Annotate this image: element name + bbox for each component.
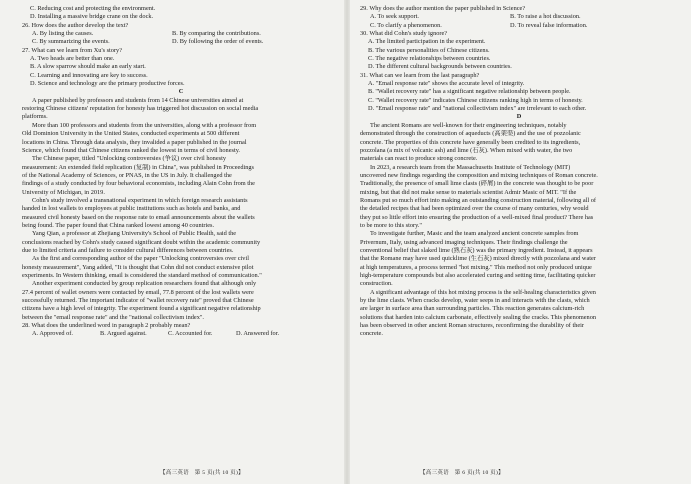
option-row	[360, 13, 678, 21]
q28-options	[22, 330, 340, 338]
exam-page-6	[360, 5, 678, 339]
text-line: demonstrated through the construction of aqueducts (高架渠) and the use of pozzolanic	[360, 130, 581, 138]
text-line: measured civil honesty based on the response rate to email announcements about the wallets	[22, 213, 255, 221]
text-line: To investigate further, Masic and the team analyzed ancient concrete samples from	[370, 230, 579, 238]
question-block-30-31	[360, 30, 678, 113]
section-c-heading: C	[178, 88, 184, 96]
paragraph	[360, 289, 678, 339]
text-line: solutions that harden into calcium carbonate, effectively sealing the cracks. This phenomenon	[360, 313, 597, 321]
text-line: platforms.	[22, 113, 48, 121]
text-line: The ancient Romans are well-known for their engineering techniques, notably	[370, 121, 567, 129]
text-line: pozzolana (a mix of volcanic ash) and lime (石灰). When mixed with water, the two	[360, 146, 573, 154]
text-line: to be more to this story."	[360, 221, 422, 229]
paragraph	[22, 255, 340, 280]
option-row	[360, 22, 678, 30]
q26-options	[22, 30, 340, 47]
text-line: A paper published by professors and students from 14 Chinese universities aimed at	[32, 96, 244, 104]
text-line: C. Reducing cost and protecting the environment.	[30, 5, 156, 12]
text-line: D. Science and technology are the primary productive forces.	[30, 80, 185, 88]
text-line: Traditionally, the presence of small lime clasts (碎屑) in the concrete was thought to be poor	[360, 180, 594, 188]
text-line: More than 100 professors and students from the universities, along with a professor from	[32, 121, 257, 129]
text-line: B. "Wallet recovery rate" has a significant negative relationship between people.	[368, 88, 571, 96]
text-line: at high temperatures, a process termed "hot mixing." This method not only produced unique	[360, 263, 592, 271]
answer-option: B. Argued against.	[100, 330, 147, 338]
text-line: University of Michigan, in 2019.	[22, 188, 105, 196]
exam-page-5	[22, 5, 340, 339]
paragraph	[360, 230, 678, 288]
text-line: by the lime clasts. When cracks develop, water seeps in and interacts with the clasts, which	[360, 297, 590, 305]
text-line: measurement: An extended field replication (复制) in China", was published in Proceedings	[22, 163, 255, 171]
answer-option: D. By following the order of events.	[172, 38, 264, 46]
text-line: has been observed in other ancient Roman structures, reconfirming the durability of their	[360, 322, 584, 330]
section-d-heading: D	[516, 113, 522, 121]
text-line: As the first and corresponding author of the paper "Unlocking controversies over civil	[32, 255, 249, 263]
paragraph	[22, 155, 340, 197]
text-line: A significant advantage of this hot mixing process is the self-healing characteristics given	[370, 288, 596, 296]
paragraph	[360, 164, 678, 231]
text-line: Old Dominion University in the United States, conducted experiments at 500 different	[22, 130, 240, 138]
text-line: 27.4 percent of wallet owners were contacted by email, 77.8 percent of the lost wallets were	[22, 288, 254, 296]
text-line: construction.	[360, 280, 393, 288]
text-line: citizens have a high level of integrity. The experiment found a significant negative relationship	[22, 305, 261, 313]
text-line: A. Two heads are better than one.	[30, 55, 115, 63]
text-line: of the National Academy of Sciences, or PNAS, in the US in July. It challenged the	[22, 171, 232, 179]
text-line: Science, which found that Chinese citizens ranked the lowest in terms of civil honesty.	[22, 146, 241, 154]
answer-option: A. Approved of.	[32, 330, 73, 338]
text-line: 29. Why does the author mention the paper published in Science?	[360, 5, 526, 12]
text-line: 26. How does the author develop the text?	[22, 21, 129, 29]
option-row	[22, 38, 340, 46]
text-line: mixing, but that did not make sense to materials scientist Admir Masic of MIT. "If the	[360, 188, 577, 196]
text-line: locations in China. Through data analysis, they invalided a paper published in the journal	[22, 138, 247, 146]
text-line: being found. The paper found that China ranked lowest among 40 countries.	[22, 221, 215, 229]
page-footer-left: 【高三英语 第 5 页(共 10 页)】	[160, 470, 244, 476]
answer-option: C. By summarizing the events.	[32, 38, 110, 46]
answer-option: A. By listing the causes.	[32, 30, 94, 38]
text-line: A. The limited participation in the experiment.	[368, 38, 486, 46]
text-line: In 2023, a research team from the Massachusetts Institute of Technology (MIT)	[370, 163, 571, 171]
text-line: handed in lost wallets to employees at public institutions such as hotels and banks, and	[22, 205, 241, 213]
paragraph	[22, 280, 340, 322]
text-line: high-temperature compounds but also accelerated curing and setting time, facilitating quicker	[360, 272, 596, 279]
text-line: The Chinese paper, titled "Unlocking controversies (争议) over civil honesty	[32, 155, 226, 163]
text-line: materials can react to produce strong concrete.	[360, 155, 478, 163]
page-footer-right: 【高三英语 第 6 页(共 10 页)】	[420, 470, 504, 476]
text-line: they put so little effort into ensuring the production of a well-mixed final product? There has	[360, 213, 594, 221]
text-line: conclusions reached by Cohn's study caused significant doubt within the academic community	[22, 238, 261, 246]
text-line: the detailed recipes that had been optimized over the course of many centuries, why would	[360, 205, 589, 213]
text-line: concrete.	[360, 330, 383, 338]
question-block-27	[22, 47, 340, 89]
paragraph	[22, 122, 340, 155]
text-line: C. Learning and innovating are key to success.	[30, 71, 148, 79]
text-line: B. A slow sparrow should make an early start.	[30, 63, 146, 71]
question-28-stem: 28. What does the underlined word in paragraph 2 probably mean?	[22, 322, 191, 330]
text-line: restoring Chinese citizens' reputation for honesty has triggered hot discussion on social media	[22, 105, 259, 113]
paragraph	[22, 197, 340, 230]
text-line: Privernum, Italy, using advanced imaging techniques. Their findings challenge the	[360, 238, 568, 246]
text-line: successfully returned. The important indicator of "wallet recovery rate" proved that Chinese	[22, 297, 254, 305]
text-line: 27. What can we learn from Xu's story?	[22, 46, 122, 54]
page-fold	[344, 0, 350, 484]
answer-option: B. By comparing the contributions.	[172, 30, 261, 38]
question-block-25-26	[22, 5, 340, 30]
text-line: experiments. In Western thinking, email is considered the standard method of communication."	[22, 272, 262, 279]
text-line: 30. What did Cohn's study ignore?	[360, 30, 448, 38]
answer-option: D. To reveal false information.	[510, 21, 588, 29]
text-line: 31. What can we learn from the last paragraph?	[360, 71, 480, 79]
text-line: Romans put so much effort into making an outstanding construction material, following all of	[360, 196, 596, 204]
text-line: that the Romane may have used quicklime (生石灰) mixed directly with pozzolana and water	[360, 255, 596, 263]
passage-d	[360, 122, 678, 339]
text-line: uncovered new findings regarding the composition and mixing techniques of Roman concrete.	[360, 171, 598, 179]
passage-c	[22, 97, 340, 322]
answer-option: C. Accounted for.	[168, 330, 213, 338]
text-line: C. The negative relationships between countries.	[368, 55, 491, 63]
text-line: concrete. The properties of this concrete have generally been credited to its ingredients,	[360, 138, 581, 146]
text-line: D. The different cultural backgrounds between countries.	[368, 63, 512, 71]
text-line: Another experiment conducted by group replication researchers found that although only	[32, 280, 257, 288]
answer-option: D. Answered for.	[236, 330, 280, 338]
text-line: C. "Wallet recovery rate" indicates Chinese citizens ranking high in terms of honesty.	[368, 96, 583, 104]
text-line: B. The various personalities of Chinese citizens.	[368, 46, 490, 54]
answer-option: A. To seek support.	[370, 13, 419, 21]
text-line: A. "Email response rate" shows the accurate level of integrity.	[368, 80, 525, 88]
text-line: due to limited criteria and failure to consider cultural differences between countries.	[22, 246, 234, 254]
text-line: Yang Qian, a professor at Zhejiang University's School of Public Health, said the	[32, 230, 237, 238]
text-line: D. "Email response rate" and "national collectivism index" are irrelevant to each other.	[368, 105, 587, 113]
text-line: findings of a study conducted by four behavioral economists, including Alain Cohn from the	[22, 180, 255, 188]
text-line: are larger in surface area than surrounding particles. This reaction generates calcium-rich	[360, 305, 585, 313]
text-line: between the "email response rate" and the "national collectivism index".	[22, 313, 204, 321]
text-line: honesty measurement", Yang added, "It is thought that Cohn did not conduct extensive pilot	[22, 263, 254, 271]
option-row	[22, 30, 340, 38]
text-line: D. Installing a massive bridge crane on the dock.	[30, 13, 154, 21]
paragraph	[22, 97, 340, 122]
question-block-29	[360, 5, 678, 13]
q29-options	[360, 13, 678, 30]
paragraph	[22, 230, 340, 255]
text-line: conventional belief that slaked lime (熟石灰) was the primary ingredient. Instead, it appears	[360, 246, 593, 254]
answer-option: B. To raise a hot discussion.	[510, 13, 581, 21]
text-line: Cohn's study involved a transnational experiment in which foreign research assistants	[32, 196, 248, 204]
paragraph	[360, 122, 678, 164]
answer-option: C. To clarify a phenomenon.	[370, 21, 442, 29]
